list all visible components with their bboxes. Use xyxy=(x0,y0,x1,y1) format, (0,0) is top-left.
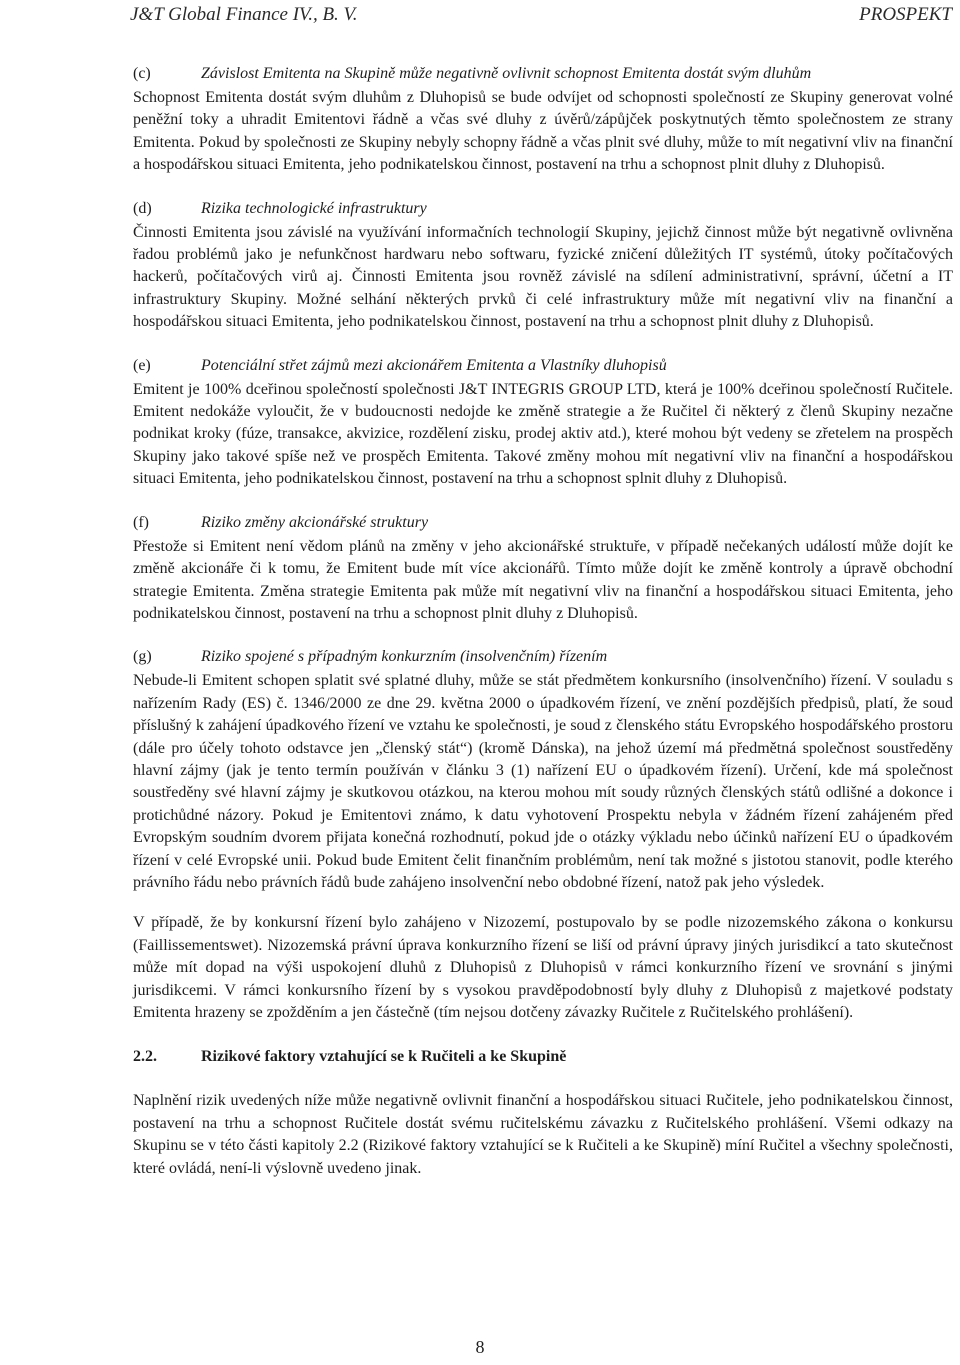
section-paragraph: V případě, že by konkursní řízení bylo zahájeno v Nizozemí, postupovalo by se podle nizozemského zákona o konkursu (Faillissementswet). Nizozemská právní úprava konkurzního řízení se liší od právní úpravy jiných jurisdikcí a tato skutečnost může mít dopad na výši uspokojení dluhů z Dluhopisů z Dluhopisů v rámci konkurzního řízení ve srovnání s jinými jurisdikcemi. V rámci konkursního řízení by s vysokou pravděpodobností byly dluhy z Dluhopisů z majetkové podstaty Emitenta hrazeny se zpožděním a jen částečně (tím nejsou dotčeny závazky Ručitele z Ručitelského prohlášení). xyxy=(133,914,953,1021)
section-title: Riziko změny akcionářské struktury xyxy=(201,513,429,531)
section-title: Závislost Emitenta na Skupině může negativně ovlivnit schopnost Emitenta dostát svým dluhům xyxy=(201,65,812,82)
section-2-2-paragraph: Naplnění rizik uvedených níže může negativně ovlivnit finanční a hospodářskou situaci Ručitele, jeho podnikatelskou činnost, postavení na trhu a schopnost Ručitele dostát svému ručitelskému závazku z Ručitelského prohlášení. Všemi odkazy na Skupinu se v této části kapitoly 2.2 (Rizikové faktory vztahující se k Ručiteli a ke Skupině) míní Ručitel a všechny společnosti, které ovládá, není-li výslovně uvedeno jinak. xyxy=(133,1092,953,1177)
section-c xyxy=(133,63,953,177)
section-title: Rizikové faktory vztahující se k Ručiteli a ke Skupině xyxy=(201,1048,567,1066)
section-paragraph: Emitent je 100% dceřinou společností společnosti J&T INTEGRIS GROUP LTD, která je 100% dceřinou společností Ručitele. Emitent nedokáže vyloučit, že v budoucnosti nedojde ke změně strategie a že Ručitel či některý z členů Skupiny nezačne podnikat kroky (fúze, transakce, akvizice, rozdělení zisku, prodej aktiv atd.), které mohou být vedeny se zřetelem na prospěch Skupiny jako takové spíše než ve prospěch Emitenta. Takové změny mohou mít negativní vliv na finanční a hospodářskou situaci Emitenta, jeho podnikatelskou činnost, postavení na trhu a schopnost splnit dluhy z Dluhopisů. xyxy=(133,380,953,488)
section-label: (d) xyxy=(133,199,152,217)
header-issuer-name: J&T Global Finance IV., B. V. xyxy=(130,4,358,25)
section-heading xyxy=(133,512,953,534)
section-heading xyxy=(133,198,953,220)
section-title: Potenciální střet zájmů mezi akcionářem Emitenta a Vlastníky dluhopisů xyxy=(201,356,667,374)
section-2-2-heading xyxy=(133,1046,953,1068)
page-number: 8 xyxy=(475,1337,485,1357)
section-d xyxy=(133,198,953,334)
section-title: Rizika technologické infrastruktury xyxy=(201,199,427,217)
section-label: (c) xyxy=(133,65,151,82)
section-paragraph: Nebude-li Emitent schopen splatit své splatné dluhy, může se stát předmětem konkursního (insolvenčního) řízení. V souladu s nařízením Rady (ES) č. 1346/2000 ze dne 29. května 2000 o úpadkovém řízení, ve znění pozdějších předpisů, platí, že soud příslušný k zahájení úpadkového řízení ve vztahu ke společnosti, je soud z členského státu Evropského hospodářského prostoru (dále pro účely tohoto odstavce jen „členský stát“) (kromě Dánska), na jehož území má předmětná společnost soustředěny hlavní zájmy (jak je tento termín používán v článku 3 (1) nařízení EU o úpadkovém řízení). Určení, kde má společnost soustředěny své hlavní zájmy je skutkovou otázkou, na kterou mohou mít soudy různých členských států odlišné a dokonce i protichůdné názory. Pokud je Emitentovi známo, k datu vyhotovení Prospektu nebyla v žádném řízení zahájeném před Evropským soudním dvorem přijata konečná rozhodnutí, pokud jde o otázky výkladu nebo účinků nařízení EU o úpadkovém řízení v celé Evropské unii. Pokud bude Emitent čelit finančním problémům, není tak možné s jistotou stanovit, podle kterého právního řádu nebo právních řádů bude zahájeno insolvenční nebo obdobné řízení, natož pak jeho výsledek. xyxy=(133,672,953,891)
section-paragraph: Schopnost Emitenta dostát svým dluhům z Dluhopisů se bude odvíjet od schopnosti společností ze Skupiny generovat volné peněžní toky a uhradit Emitentovi řádně a včas své dluhy z úvěrů/zápůjček poskytnutých těmto společnostem ze strany Emitenta. Pokud by společnosti ze Skupiny nebyly schopny řádně a včas plnit své dluhy, může to mít negativní vliv na finanční a hospodářskou situaci Emitenta, jeho podnikatelskou činnost, postavení na trhu a schopnost plnit dluhy z Dluhopisů. xyxy=(133,89,953,174)
page-body xyxy=(133,63,953,1180)
section-title: Riziko spojené s případným konkurzním (insolvenčním) řízením xyxy=(201,648,608,666)
section-heading xyxy=(133,63,953,85)
section-label: (g) xyxy=(133,648,152,666)
header-document-type: PROSPEKT xyxy=(859,4,952,25)
section-heading xyxy=(133,646,953,668)
section-e xyxy=(133,355,953,491)
section-f xyxy=(133,512,953,626)
section-g xyxy=(133,646,953,1024)
section-paragraph: Činnosti Emitenta jsou závislé na využívání informačních technologií Skupiny, jejichž činnost může být negativně ovlivněna řadou problémů jako je nefunkčnost hardwaru nebo softwaru, fyzické zničení důležitých IT systémů, útoky počítačových hackerů, počítačových virů aj. Činnosti Emitenta jsou rovněž závislé na sdílení administrativní, správní, účetní a IT infrastruktury Skupiny. Možné selhání některých prvků či celé infrastruktury může mít negativní vliv na finanční a hospodářskou situaci Emitenta, jeho podnikatelskou činnost, postavení na trhu a schopnost plnit dluhy z Dluhopisů. xyxy=(133,223,953,331)
section-heading xyxy=(133,355,953,377)
section-label: (e) xyxy=(133,356,151,374)
section-number: 2.2. xyxy=(133,1048,157,1066)
section-paragraph: Přestože si Emitent není vědom plánů na změny v jeho akcionářské struktuře, v případě nečekaných událostí může dojít ke změně akcionáře či k tomu, že Emitent bude mít více akcionářů. Tímto může dojít ke změně kontroly a úpravě obchodní strategie Emitenta. Změna strategie Emitenta pak může mít negativní vliv na finanční a hospodářskou situaci Emitenta, jeho podnikatelskou činnost, postavení na trhu a schopnost plnit dluhy z Dluhopisů. xyxy=(133,537,953,622)
section-label: (f) xyxy=(133,513,149,531)
